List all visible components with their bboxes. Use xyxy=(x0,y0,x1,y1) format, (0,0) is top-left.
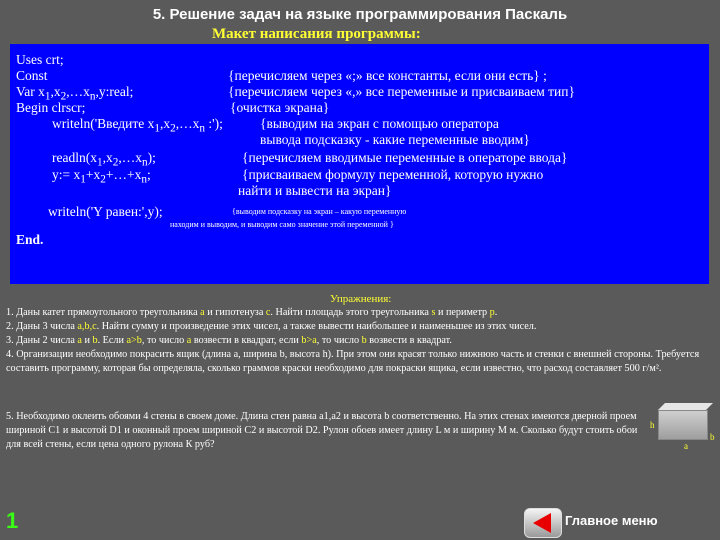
code-comment: {выводим подсказку на экран – какую переменную xyxy=(232,207,407,216)
exercise-3: 3. Даны 2 числа a и b. Если a>b, то число a возвести в квадрат, если b>a, то число b возвести в квадрат. xyxy=(6,335,452,346)
exercises-heading: Упражнения: xyxy=(330,293,392,305)
code-line: Begin clrscr; xyxy=(16,100,86,115)
back-arrow-icon xyxy=(533,513,551,533)
exercise-5: 5. Необходимо оклеить обоями 4 стены в своем доме. Длина стен равна a1,a2 и высота b соответственно. На этих стенах имеются дверной проем шириной C1 и высотой D1 и оконный проем шириной C2 и высотой D2. Рулон обоев имеет длину L м и ширину M м. Сколько будут стоить обои для всей стены, если цена одного рулона К руб? xyxy=(6,411,638,450)
main-menu-button[interactable] xyxy=(524,508,562,538)
code-comment: {присваиваем формулу переменной, которую нужно xyxy=(242,167,544,182)
code-line: $readln(x_1,x_2,\dots x_n)$; xyxy=(52,150,156,169)
code-line: End. xyxy=(16,232,44,247)
code-line: y:= $x_1+x_2+\dots+x_n$; xyxy=(52,167,151,186)
code-line: Const xyxy=(16,68,48,83)
exercise-4: 4. Организации необходимо покрасить ящик (длина a, ширина b, высота h). При этом они красят только нижнюю часть и стенки с внешней стороны. Требуется составить программу, которая бы определяла, сколько граммов краски необходимо для покраски ящика, если известно, что расход составляет 500 г/м². xyxy=(6,349,700,374)
box-label-a: a xyxy=(684,441,688,451)
box-illustration xyxy=(658,410,708,440)
code-comment: {перечисляем вводимые переменные в операторе ввода} xyxy=(242,150,568,165)
subtitle: Макет написания программы: xyxy=(212,26,421,42)
code-comment: {перечисляем через «;» все константы, если они есть} ; xyxy=(228,68,547,83)
code-comment: вывода подсказку - какие переменные вводим} xyxy=(260,132,530,147)
code-panel xyxy=(10,44,709,284)
box-label-h: h xyxy=(650,420,655,430)
exercise-2: 2. Даны 3 числа a,b,c. Найти сумму и произведение этих чисел, а также вывести наибольшее и наименьшее из этих чисел. xyxy=(6,321,537,332)
slide-title: 5. Решение задач на языке программирования Паскаль xyxy=(152,6,568,23)
code-comment: находим и выводим, и выводим само значение этой переменной } xyxy=(170,220,394,229)
main-menu-link[interactable]: Главное меню xyxy=(565,513,658,528)
code-line: writeln('Y равен:',y); xyxy=(48,204,163,219)
code-line: Uses crt; xyxy=(16,52,64,67)
code-line: writeln('Введите $x_1,x_2,\dots x_n$ :'); xyxy=(52,116,223,135)
page-number: 1 xyxy=(6,508,19,533)
code-comment: {перечисляем через «,» все переменные и присваиваем тип} xyxy=(228,84,575,99)
exercise-1: 1. Даны катет прямоугольного треугольника a и гипотенуза c. Найти площадь этого треугольника s и периметр p. xyxy=(6,307,498,318)
code-line: Var $x_1,x_2,\dots x_n,y:real$; xyxy=(16,84,134,103)
code-comment: найти и вывести на экран} xyxy=(238,183,392,198)
box-label-b: b xyxy=(710,432,715,442)
code-comment: {выводим на экран с помощью оператора xyxy=(260,116,499,131)
code-comment: {очистка экрана} xyxy=(230,100,330,115)
